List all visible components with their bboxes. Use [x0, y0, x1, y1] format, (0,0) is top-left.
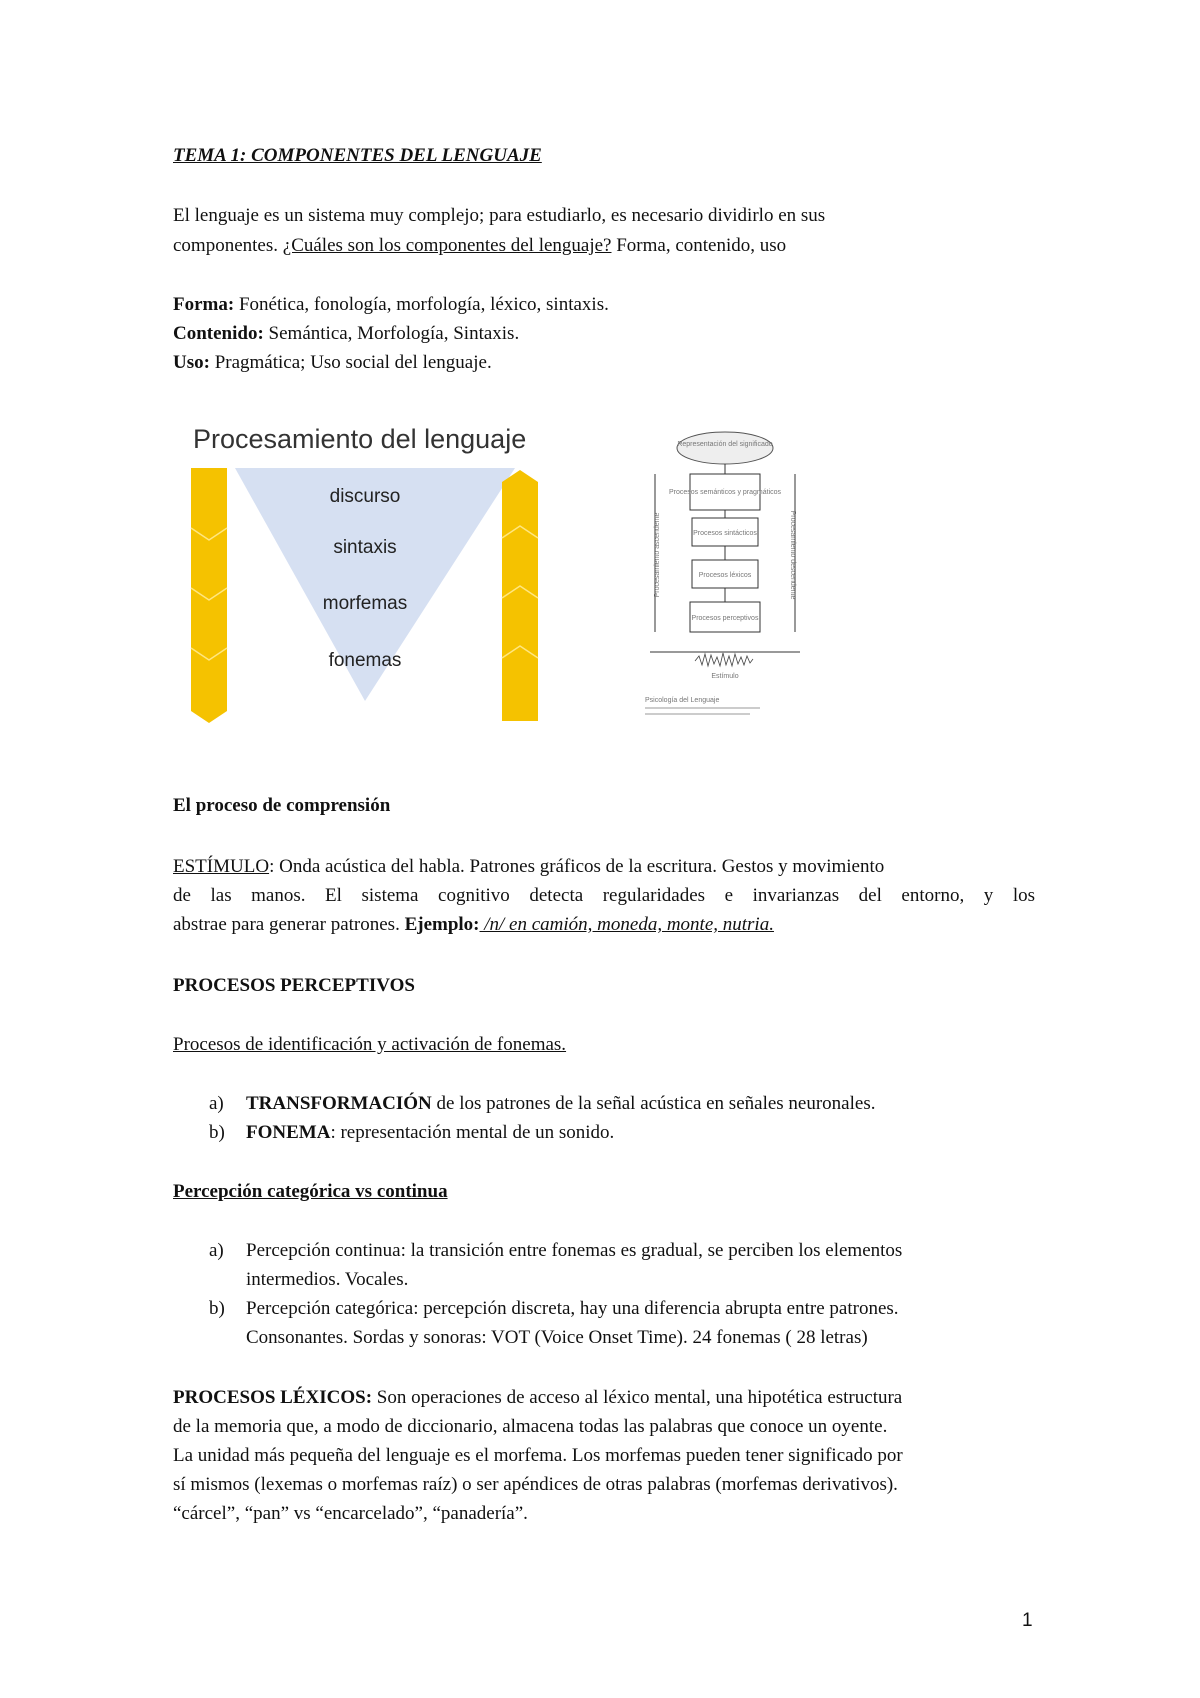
component-text: Fonética, fonología, morfología, léxico, sintaxis.	[234, 294, 609, 315]
list-text: Percepción continua: la transición entre fonemas es gradual, se perciben los elementos	[246, 1240, 903, 1261]
component-text: Semántica, Morfología, Sintaxis.	[263, 323, 520, 344]
lexicos-text: Son operaciones de acceso al léxico mental, una hipotética estructura	[372, 1387, 903, 1408]
component-label: Uso:	[173, 352, 210, 373]
lexicos-line-5: “cárcel”, “pan” vs “encarcelado”, “panadería”.	[173, 1503, 528, 1524]
cloud-shape	[677, 432, 773, 464]
intro-question: ¿Cuáles son los componentes del lenguaje?	[282, 235, 612, 256]
right-arrow	[502, 470, 538, 721]
stimulus-waveform	[695, 653, 753, 666]
lexicos-line-1	[173, 1386, 902, 1410]
intro-answer: Forma, contenido, uso	[611, 235, 787, 256]
list-text: Percepción categórica: percepción discreta, hay una diferencia abrupta entre patrones.	[246, 1298, 899, 1319]
estimulo-line-1	[173, 855, 884, 879]
ascending-label: Procesamiento ascendente	[654, 512, 661, 598]
heading-text: El proceso de comprensión	[173, 795, 391, 816]
list-marker: a)	[209, 1240, 224, 1261]
component-label: Forma:	[173, 294, 235, 315]
estimulo-text: : Onda acústica del habla. Patrones gráficos de la escritura. Gestos y movimiento	[269, 856, 885, 877]
list-text: Consonantes. Sordas y sonoras: VOT (Voice Onset Time). 24 fonemas ( 28 letras)	[246, 1327, 868, 1348]
box-lexicos-label: Procesos léxicos	[698, 572, 752, 579]
ejemplo-text: /n/ en camión, moneda, monte, nutria.	[479, 914, 774, 935]
list-text	[246, 1092, 875, 1116]
perceptivos-heading	[173, 974, 415, 998]
lexicos-line-4: sí mismos (lexemas o morfemas raíz) o ser apéndices de otras palabras (morfemas derivativos).	[173, 1474, 898, 1495]
document-title: TEMA 1: COMPONENTES DEL LENGUAJE	[173, 145, 542, 166]
level-discurso: discurso	[329, 486, 401, 507]
estimulo-text: abstrae para generar patrones.	[173, 914, 405, 935]
list-marker: a)	[209, 1093, 224, 1114]
list-text: intermedios. Vocales.	[246, 1269, 409, 1290]
figure-caption: Psicología del Lenguaje	[645, 697, 720, 704]
level-morfemas: morfemas	[322, 593, 408, 614]
intro-text: componentes.	[173, 235, 283, 256]
left-arrow	[191, 468, 227, 723]
estimulo-label: ESTÍMULO	[173, 856, 270, 877]
lexicos-line-3: La unidad más pequeña del lenguaje es el morfema. Los morfemas pueden tener significado por	[173, 1445, 903, 1466]
lexicos-line-2: de la memoria que, a modo de diccionario, almacena todas las palabras que conoce un oyente.	[173, 1416, 888, 1437]
box-perceptivos-label: Procesos perceptivos	[691, 615, 759, 622]
flow-diagram	[640, 420, 810, 725]
processing-diagram	[185, 468, 545, 723]
list-marker: b)	[209, 1298, 225, 1319]
comprension-heading	[173, 794, 390, 818]
cloud-label: Representación del significado	[677, 441, 773, 448]
list-text	[246, 1121, 614, 1145]
percepcion-heading	[173, 1180, 448, 1204]
heading-text: Percepción categórica vs continua	[173, 1181, 448, 1202]
intro-line-2	[173, 234, 786, 258]
stimulus-label: Estímulo	[711, 673, 739, 680]
list-label: FONEMA	[246, 1122, 331, 1143]
list-label: TRANSFORMACIÓN	[246, 1093, 432, 1114]
perceptivos-subheading: Procesos de identificación y activación de fonemas.	[173, 1034, 567, 1055]
figure-left-title: Procesamiento del lenguaje	[193, 424, 527, 454]
level-sintaxis: sintaxis	[333, 537, 397, 558]
ejemplo-label: Ejemplo:	[404, 914, 480, 935]
heading-text: PROCESOS PERCEPTIVOS	[173, 975, 415, 996]
box-sintacticos-label: Procesos sintácticos	[693, 530, 757, 537]
estimulo-line-3	[173, 913, 774, 937]
component-contenido	[173, 322, 519, 346]
component-text: Pragmática; Uso social del lenguaje.	[209, 352, 492, 373]
level-fonemas: fonemas	[328, 650, 402, 671]
box-semanticos-label: Procesos semánticos y pragmáticos	[668, 489, 782, 496]
component-forma	[173, 293, 609, 317]
lexicos-label: PROCESOS LÉXICOS:	[173, 1387, 373, 1408]
estimulo-line-2: de las manos. El sistema cognitivo detecta regularidades e invarianzas del entorno, y los	[173, 885, 1035, 906]
component-label: Contenido:	[173, 323, 264, 344]
intro-line-1: El lenguaje es un sistema muy complejo; para estudiarlo, es necesario dividirlo en sus	[173, 205, 826, 226]
page-number: 1	[1022, 1610, 1033, 1631]
descending-label: Procesamiento descendente	[789, 510, 796, 600]
list-body: : representación mental de un sonido.	[330, 1122, 615, 1143]
list-body: de los patrones de la señal acústica en señales neuronales.	[431, 1093, 876, 1114]
component-uso	[173, 351, 492, 375]
list-marker: b)	[209, 1122, 225, 1143]
